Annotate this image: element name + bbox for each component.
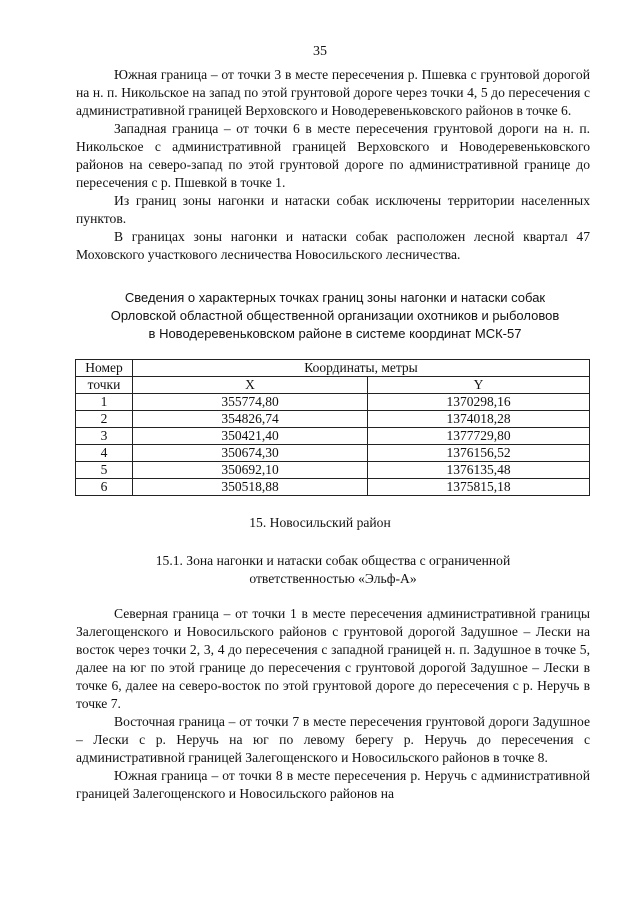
cell-point: 6 <box>76 479 133 496</box>
page-number: 35 <box>313 44 327 59</box>
bottom-text-block <box>76 605 590 803</box>
cell-y: 1377729,80 <box>368 428 590 445</box>
table-row <box>76 462 590 479</box>
subsection-title-line: ответственностью «Эльф-А» <box>249 571 417 586</box>
cell-point: 2 <box>76 411 133 428</box>
table-caption <box>70 289 600 343</box>
paragraph-forest-quarter: В границах зоны нагонки и натаски собак расположен лесной квартал 47 Моховского участкового лесничества Новосильского лесничества. <box>76 229 590 262</box>
caption-line: Сведения о характерных точках границ зоны нагонки и натаски собак <box>124 290 546 305</box>
header-y: Y <box>368 377 590 394</box>
paragraph-west-border: Западная граница – от точки 6 в месте пересечения грунтовой дороги на н. п. Никольское с административной границей Верховского и Новодеревеньковского районов на северо-запад по этой грунтовой дороге по административной границе до пересечения с р. Пшевкой в точке 1. <box>76 121 590 190</box>
cell-x: 355774,80 <box>133 394 368 411</box>
cell-y: 1374018,28 <box>368 411 590 428</box>
cell-point: 5 <box>76 462 133 479</box>
cell-y: 1370298,16 <box>368 394 590 411</box>
cell-point: 3 <box>76 428 133 445</box>
header-coordinates: Координаты, метры <box>133 360 590 377</box>
cell-x: 350421,40 <box>133 428 368 445</box>
cell-x: 350692,10 <box>133 462 368 479</box>
coordinates-table <box>75 359 590 496</box>
table-row <box>76 428 590 445</box>
paragraph-east-border: Восточная граница – от точки 7 в месте пересечения грунтовой дороги Задушное – Лески с р. Неручь на юг по левому берегу р. Неручь до пересечения с административной границей Залегощенского и Новосильского районов в точке 8. <box>76 714 590 765</box>
paragraph-north-border: Северная граница – от точки 1 в месте пересечения административной границы Залегощенского и Новосильского районов с грунтовой дорогой Задушное – Лески на восток через точки 2, 3, 4 до пересечения с западной границей н. п. Задушное в точке 5, далее на юг по этой границе до пересечения с грунтовой дорогой Задушное – Лески в точке 6, далее на северо-восток по этой грунтовой дороге до пересечения с р. Неручь в точке 7. <box>76 606 590 711</box>
cell-point: 1 <box>76 394 133 411</box>
cell-y: 1376156,52 <box>368 445 590 462</box>
caption-line: в Новодеревеньковском районе в системе координат МСК-57 <box>148 326 522 341</box>
cell-x: 350518,88 <box>133 479 368 496</box>
caption-line: Орловской областной общественной организации охотников и рыболовов <box>110 308 560 323</box>
subsection-title <box>76 552 590 588</box>
header-point-number: Номер <box>76 360 133 377</box>
cell-point: 4 <box>76 445 133 462</box>
cell-x: 350674,30 <box>133 445 368 462</box>
header-point-label: точки <box>76 377 133 394</box>
section-title: 15. Новосильский район <box>249 515 391 530</box>
table-row <box>76 394 590 411</box>
subsection-title-line: 15.1. Зона нагонки и натаски собак общества с ограниченной <box>155 553 511 568</box>
table-row <box>76 479 590 496</box>
cell-y: 1375815,18 <box>368 479 590 496</box>
paragraph-south-border-2: Южная граница – от точки 8 в месте пересечения р. Неручь с административной границей Залегощенского и Новосильского районов на <box>76 768 590 801</box>
header-x: X <box>133 377 368 394</box>
paragraph-excluded-territories: Из границ зоны нагонки и натаски собак исключены территории населенных пунктов. <box>76 193 590 226</box>
table-row <box>76 411 590 428</box>
paragraph-south-border: Южная граница – от точки 3 в месте пересечения р. Пшевка с грунтовой дорогой на н. п. Никольское на запад по этой грунтовой дороге через точки 4, 5 до пересечения с административной границей Верховского и Новодеревеньковского районов в точке 6. <box>76 67 590 118</box>
top-text-block <box>76 66 590 264</box>
table-row <box>76 445 590 462</box>
cell-x: 354826,74 <box>133 411 368 428</box>
cell-y: 1376135,48 <box>368 462 590 479</box>
